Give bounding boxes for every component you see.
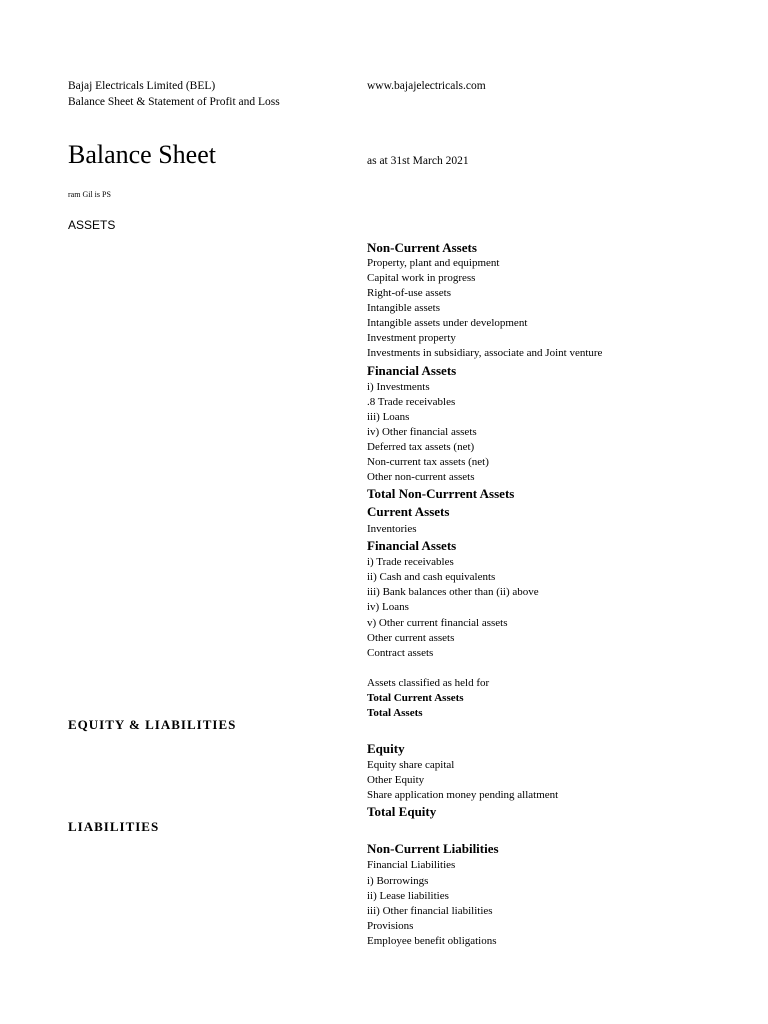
line-item: Share application money pending allatment	[367, 789, 559, 801]
line-item: ii) Lease liabilities	[367, 890, 449, 902]
line-item: Investment property	[367, 332, 456, 344]
line-item: Investments in subsidiary, associate and Joint venture	[367, 347, 603, 359]
website-link[interactable]: www.bajajelectricals.com	[367, 80, 486, 92]
small-note: ram Gil is PS	[68, 190, 111, 199]
document-subtitle: Balance Sheet & Statement of Profit and Loss	[68, 96, 280, 108]
line-item: iii) Bank balances other than (ii) above	[367, 586, 539, 598]
line-item: iii) Other financial liabilities	[367, 905, 493, 917]
section-heading: Non-Current Liabilities	[367, 841, 499, 856]
line-item: Employee benefit obligations	[367, 935, 497, 947]
section-heading: Financial Assets	[367, 363, 457, 378]
line-item: Financial Liabilities	[367, 859, 456, 871]
line-item: Other Equity	[367, 774, 425, 786]
line-item: Intangible assets	[367, 302, 441, 314]
total-line: Total Assets	[367, 707, 423, 719]
line-item: Right-of-use assets	[367, 287, 452, 299]
line-item: i) Trade receivables	[367, 556, 454, 568]
section-heading: Current Assets	[367, 504, 450, 519]
line-item: Other current assets	[367, 632, 455, 644]
assets-label: ASSETS	[68, 218, 116, 232]
line-item: v) Other current financial assets	[367, 617, 508, 629]
line-item: Equity share capital	[367, 759, 455, 771]
line-item: ii) Cash and cash equivalents	[367, 571, 496, 583]
section-heading: Total Equity	[367, 804, 437, 819]
line-item: iii) Loans	[367, 411, 410, 423]
line-item: Other non-current assets	[367, 471, 475, 483]
section-heading: Non-Current Assets	[367, 240, 477, 255]
line-item: Contract assets	[367, 647, 434, 659]
line-item: i) Borrowings	[367, 875, 429, 887]
company-name: Bajaj Electricals Limited (BEL)	[68, 80, 216, 92]
line-item: iv) Loans	[367, 601, 409, 613]
liabilities-label: LIABILITIES	[68, 819, 160, 834]
line-item: Property, plant and equipment	[367, 257, 500, 269]
line-item: Deferred tax assets (net)	[367, 441, 475, 453]
equity-liabilities-label: EQUITY & LIABILITIES	[68, 717, 237, 732]
line-item: Inventories	[367, 523, 417, 535]
line-item: .8 Trade receivables	[367, 396, 456, 408]
as-at-date: as at 31st March 2021	[367, 155, 469, 167]
line-item: i) Investments	[367, 381, 430, 393]
line-item: iv) Other financial assets	[367, 426, 477, 438]
line-item: Provisions	[367, 920, 414, 932]
line-item: Non-current tax assets (net)	[367, 456, 489, 468]
section-heading: Financial Assets	[367, 538, 457, 553]
line-item: Intangible assets under development	[367, 317, 528, 329]
line-item: Assets classified as held for	[367, 677, 490, 689]
line-item: Capital work in progress	[367, 272, 476, 284]
section-heading: Equity	[367, 741, 405, 756]
section-heading: Total Non-Currrent Assets	[367, 486, 515, 501]
page-title: Balance Sheet	[68, 140, 216, 169]
total-line: Total Current Assets	[367, 692, 464, 704]
